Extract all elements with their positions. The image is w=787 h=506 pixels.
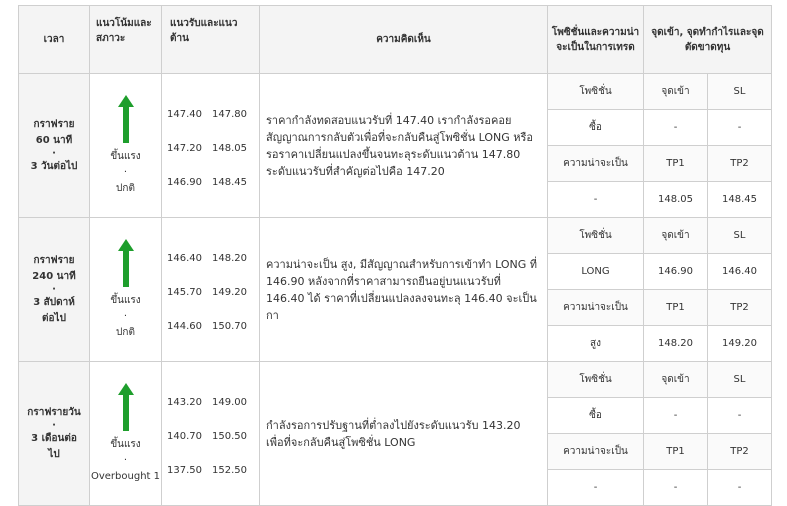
table-body (19, 74, 772, 506)
trade-grid-cell: 149.20 (708, 326, 772, 362)
support-value: 146.90 (167, 177, 202, 188)
period-text: 3 สัปดาห์ (33, 296, 75, 308)
trade-grid-cell: TP1 (644, 434, 708, 470)
period-text: · (52, 283, 56, 295)
resistance-value: 147.80 (212, 109, 247, 120)
support-value: 147.20 (167, 143, 202, 154)
level-pair (162, 310, 259, 344)
trade-grid-cell: 146.90 (644, 254, 708, 290)
period-text: กราฟราย (33, 118, 75, 130)
resistance-value: 148.45 (212, 177, 247, 188)
trade-grid-cell: 146.40 (708, 254, 772, 290)
level-pair (162, 242, 259, 276)
analysis-table (18, 5, 772, 506)
level-pair (162, 132, 259, 166)
trade-grid-cell: - (644, 470, 708, 506)
header-trend: แนวโน้มและสภาวะ (90, 6, 162, 74)
trade-grid-cell: TP2 (708, 290, 772, 326)
trade-grid-cell: 148.20 (644, 326, 708, 362)
header-comment: ความคิดเห็น (260, 6, 548, 74)
trade-grid-cell: SL (708, 218, 772, 254)
resistance-value: 150.70 (212, 321, 247, 332)
level-pair (162, 454, 259, 488)
period-cell (19, 74, 90, 218)
period-cell (19, 362, 90, 506)
trend-cell (90, 74, 162, 218)
period-text: ไป (48, 448, 60, 460)
arrow-up-icon (118, 95, 134, 143)
comment-cell: ความน่าจะเป็น สูง, มีสัญญาณสำหรับการเข้าทำ LONG ที่ 146.90 หลังจากที่ราคาสามารถยืนอยู่บนแนวรับที่ 146.40 ได้ ราคาที่เปลี่ยนแปลงลงจนทะลุ 146.40 จะเป็นกา (260, 218, 548, 362)
support-value: 144.60 (167, 321, 202, 332)
support-value: 145.70 (167, 287, 202, 298)
period-text: · (52, 419, 56, 431)
trade-grid-cell: - (644, 110, 708, 146)
trade-grid-cell: - (644, 398, 708, 434)
trade-grid-cell: - (548, 182, 644, 218)
trade-grid-cell: SL (708, 362, 772, 398)
trade-grid-cell: - (708, 110, 772, 146)
trade-grid-cell: ความน่าจะเป็น (548, 434, 644, 470)
comment-cell: ราคากำลังทดสอบแนวรับที่ 147.40 เรากำลังรอคอยสัญญาณการกลับตัวเพื่อที่จะกลับคืนสู่โพซิชั่น LONG หรือรอราคาเปลี่ยนแปลงขึ้นจนทะลุระดับแนวต้าน 147.80 ระดับแนวรับที่สำคัญต่อไปคือ 147.20 (260, 74, 548, 218)
resistance-value: 150.50 (212, 431, 247, 442)
level-pair (162, 98, 259, 132)
level-pair (162, 276, 259, 310)
period-text: ต่อไป (42, 312, 66, 324)
header-position: โพซิชั่นและความน่าจะเป็นในการเทรด (548, 6, 644, 74)
resistance-value: 149.20 (212, 287, 247, 298)
period-text: กราฟรายวัน (27, 406, 81, 418)
trade-grid-cell: สูง (548, 326, 644, 362)
trade-grid-cell: SL (708, 74, 772, 110)
trade-grid-cell: ความน่าจะเป็น (548, 146, 644, 182)
trend-text: ขึ้นแรง (110, 438, 141, 450)
trend-text: ขึ้นแรง (110, 294, 141, 306)
trade-grid-cell: โพซิชั่น (548, 362, 644, 398)
resistance-value: 149.00 (212, 397, 247, 408)
trade-grid-cell: จุดเข้า (644, 74, 708, 110)
level-pair (162, 420, 259, 454)
resistance-value: 148.05 (212, 143, 247, 154)
trend-cell (90, 218, 162, 362)
levels-cell (162, 74, 260, 218)
resistance-value: 152.50 (212, 465, 247, 476)
level-pair (162, 386, 259, 420)
trade-grid-cell: TP2 (708, 146, 772, 182)
trade-grid-cell: ซื้อ (548, 110, 644, 146)
trend-text: ปกติ (116, 182, 135, 194)
trend-text: · (123, 166, 128, 178)
trade-grid-cell: - (548, 470, 644, 506)
period-text: 60 นาที (35, 134, 73, 146)
support-value: 143.20 (167, 397, 202, 408)
period-text: 3 วันต่อไป (30, 160, 78, 172)
trade-grid-cell: - (708, 470, 772, 506)
period-text: 3 เดือนต่อ (31, 432, 77, 444)
period-cell (19, 218, 90, 362)
table-row (19, 362, 772, 398)
support-value: 146.40 (167, 253, 202, 264)
arrow-up-icon (118, 383, 134, 431)
trade-grid-cell: จุดเข้า (644, 362, 708, 398)
support-value: 140.70 (167, 431, 202, 442)
levels-cell (162, 362, 260, 506)
level-pair (162, 166, 259, 200)
trend-text: · (123, 310, 128, 322)
trade-grid-cell: 148.45 (708, 182, 772, 218)
header-time: เวลา (19, 6, 90, 74)
period-text: กราฟราย (33, 254, 75, 266)
trade-grid-cell: TP1 (644, 290, 708, 326)
trade-grid-cell: TP1 (644, 146, 708, 182)
trend-text: · (123, 454, 128, 466)
trade-grid-cell: ซื้อ (548, 398, 644, 434)
trade-grid-cell: โพซิชั่น (548, 74, 644, 110)
comment-cell: กำลังรอการปรับฐานที่ต่ำลงไปยังระดับแนวรับ 143.20 เพื่อที่จะกลับคืนสู่โพซิชั่น LONG (260, 362, 548, 506)
arrow-up-icon (118, 239, 134, 287)
trend-cell (90, 362, 162, 506)
trend-text: ปกติ (116, 326, 135, 338)
trend-text: ขึ้นแรง (110, 150, 141, 162)
trade-grid-cell: TP2 (708, 434, 772, 470)
trade-grid-cell: โพซิชั่น (548, 218, 644, 254)
trend-text: Overbought 1 (90, 470, 160, 482)
table-row (19, 218, 772, 254)
trade-grid-cell: ความน่าจะเป็น (548, 290, 644, 326)
levels-cell (162, 218, 260, 362)
period-text: 240 นาที (32, 270, 76, 282)
trade-grid-cell: 148.05 (644, 182, 708, 218)
table-row (19, 74, 772, 110)
header-targets: จุดเข้า, จุดทำกำไรและจุดตัดขาดทุน (644, 6, 772, 74)
trade-grid-cell: จุดเข้า (644, 218, 708, 254)
trade-grid-cell: LONG (548, 254, 644, 290)
trade-grid-cell: - (708, 398, 772, 434)
period-text: · (52, 147, 56, 159)
support-value: 137.50 (167, 465, 202, 476)
support-value: 147.40 (167, 109, 202, 120)
header-levels: แนวรับและแนวต้าน (162, 6, 260, 74)
resistance-value: 148.20 (212, 253, 247, 264)
